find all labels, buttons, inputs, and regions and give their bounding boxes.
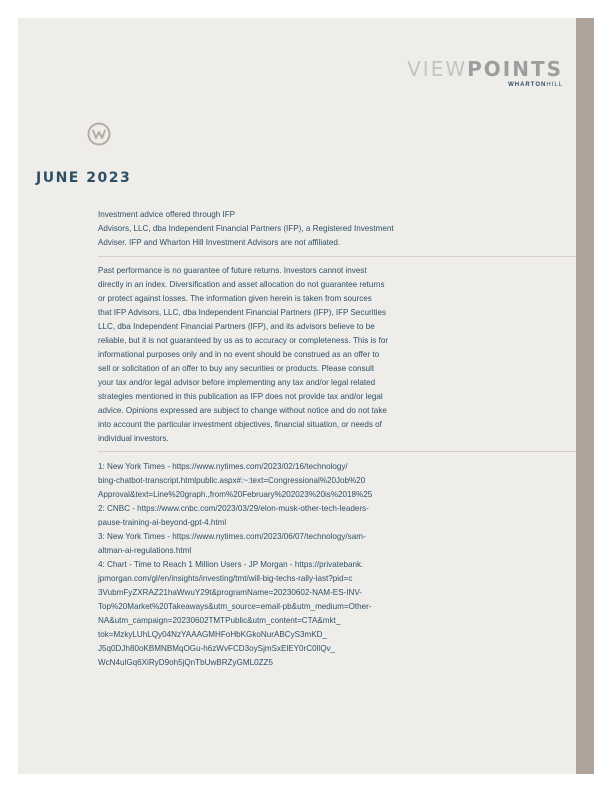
wordmark-view: VIEW [407,57,468,81]
source-line: pause-training-ai-beyond-gpt-4.html [98,518,227,527]
text-line: reliable, but it is not guaranteed by us as to accuracy or completeness. This is for [98,336,389,345]
text-line: LLC, dba Independent Financial Partners (IFP), and its advisors believe to be [98,322,375,331]
text-line: your tax and/or legal advisor before implementing any tax and/or legal related [98,378,376,387]
text-line: or protect against losses. The information given herein is taken from sources [98,294,372,303]
source-line: tok=MzkyLUhLQy04NzYAAAGMHFoHbKGkoNurABCyS3mKD_ [98,630,328,639]
text-line: directly in an index. Diversification and asset allocation do not guarantee returns [98,280,385,289]
source-line: Approval&text=Line%20graph.,from%20February%202023%20is%2018%25 [98,490,373,499]
text-line: advice. Opinions expressed are subject to change without notice and do not take [98,406,387,415]
source-line: jpmorgan.com/gl/en/insights/investing/tmt/will-big-techs-rally-last?pid=c [98,574,353,583]
section-divider [98,451,576,452]
source-line: 3VubmFyZXRAZ21haWwuY29t&programName=20230602-NAM-ES-INV- [98,588,362,597]
issue-date-heading: JUNE 2023 [36,170,132,186]
sources-list [98,460,460,670]
source-line: J5q0DJh80oKBMNBMqOGu-h6zWvFCD3oySjmSxElEY0rC0llQv_ [98,644,336,653]
text-line: that IFP Advisors, LLC, dba Independent Financial Partners (IFP), IFP Securities [98,308,387,317]
wordmark-points: POINTS [467,57,563,81]
text-line: Investment advice offered through IFP [98,210,236,219]
side-accent-band [576,18,594,774]
document-page [18,18,594,774]
viewpoints-wordmark [407,58,563,80]
wordmark-wharton: WHARTON [508,82,547,88]
source-line: NA&utm_campaign=20230602TMTPublic&utm_content=CTA&mkt_ [98,616,341,625]
source-line: 3: New York Times - https://www.nytimes.com/2023/06/07/technology/sam- [98,532,366,541]
source-line: WcN4ulGq6XiRyD9oh5jQnTbUwBRZyGML0ZZ5 [98,658,273,667]
source-line: bing-chatbot-transcript.htmlpublic.aspx#:~:text=Congressional%20Job%20 [98,476,366,485]
text-line: strategies mentioned in this publication as IFP does not provide tax and/or legal [98,392,383,401]
text-line: sell or solicitation of an offer to buy any securities or products. Please consult [98,364,375,373]
text-line: into account the particular investment objectives, financial situation, or needs of [98,420,382,429]
source-line: Top%20Market%20Takeaways&utm_source=email-pb&utm_medium=Other- [98,602,372,611]
text-line: Advisors, LLC, dba Independent Financial Partners (IFP), a Registered Investment [98,224,394,233]
wordmark-hill: HILL [546,82,563,88]
source-line: 4: Chart - Time to Reach 1 Million Users - JP Morgan - https://privatebank. [98,560,364,569]
text-line: Past performance is no guarantee of future returns. Investors cannot invest [98,266,367,275]
text-line: informational purposes only and in no event should be construed as an offer to [98,350,380,359]
source-line: altman-ai-regulations.html [98,546,192,555]
text-line: Adviser. IFP and Wharton Hill Investment Advisors are not affiliated. [98,238,341,247]
source-line: 1: New York Times - https://www.nytimes.com/2023/02/16/technology/ [98,462,348,471]
wharton-hill-circle-logo-icon [87,122,111,146]
wharton-hill-wordmark [407,82,563,88]
source-line: 2: CNBC - https://www.cnbc.com/2023/03/29/elon-musk-other-tech-leaders- [98,504,369,513]
text-line: individual investors. [98,434,169,443]
performance-disclaimer [98,264,460,446]
section-divider [98,256,576,257]
viewpoints-logo [407,58,563,88]
advisor-disclosure [98,208,460,250]
